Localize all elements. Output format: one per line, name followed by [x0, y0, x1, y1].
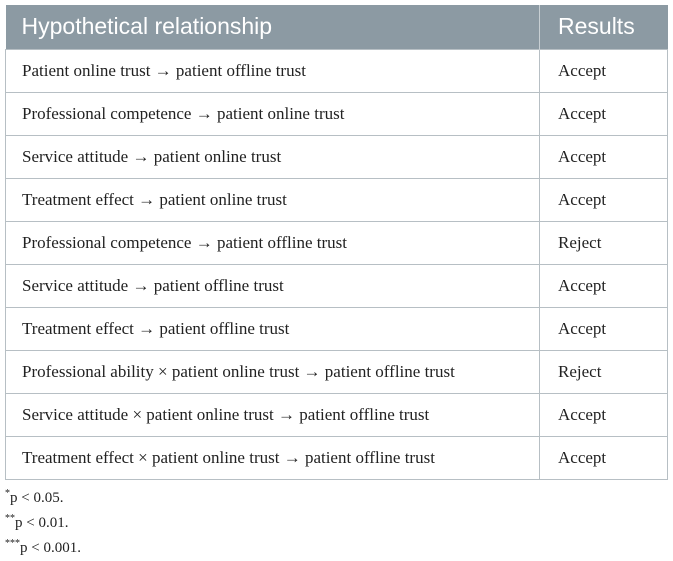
footnote-p001 [5, 511, 81, 536]
table-row [6, 350, 668, 393]
relationship-cell: Professional competence → patient online trust [6, 92, 540, 135]
result-cell: Accept [540, 393, 668, 436]
footnote-text: p < 0.001. [20, 540, 81, 556]
table-row [6, 135, 668, 178]
relationship-cell: Service attitude × patient online trust → patient offline trust [6, 393, 540, 436]
footnote-text: p < 0.01. [15, 515, 69, 531]
table-footnotes [5, 486, 81, 561]
relationship-cell: Service attitude → patient online trust [6, 135, 540, 178]
footnote-mark: *** [5, 538, 20, 549]
header-hypothetical-relationship: Hypothetical relationship [6, 5, 540, 49]
relationship-cell: Service attitude → patient offline trust [6, 264, 540, 307]
table-row [6, 436, 668, 479]
table-row [6, 393, 668, 436]
relationship-cell: Treatment effect → patient offline trust [6, 307, 540, 350]
footnote-text: p < 0.05. [10, 490, 64, 506]
result-cell: Accept [540, 264, 668, 307]
relationship-cell: Professional ability × patient online trust → patient offline trust [6, 350, 540, 393]
table-row [6, 307, 668, 350]
result-cell: Accept [540, 307, 668, 350]
relationship-cell: Professional competence → patient offline trust [6, 221, 540, 264]
footnote-mark: ** [5, 513, 15, 524]
table-row [6, 92, 668, 135]
result-cell: Accept [540, 92, 668, 135]
result-cell: Accept [540, 178, 668, 221]
header-results: Results [540, 5, 668, 49]
result-cell: Accept [540, 436, 668, 479]
hypothesis-results-table [5, 5, 668, 480]
result-cell: Accept [540, 135, 668, 178]
result-cell: Accept [540, 49, 668, 92]
table-row [6, 178, 668, 221]
table-row [6, 49, 668, 92]
results-table-container [5, 5, 667, 480]
footnote-mark: * [5, 488, 10, 499]
result-cell: Reject [540, 221, 668, 264]
table-row [6, 264, 668, 307]
footnote-p0001 [5, 536, 81, 561]
table-header-row [6, 5, 668, 49]
relationship-cell: Treatment effect × patient online trust → patient offline trust [6, 436, 540, 479]
relationship-cell: Treatment effect → patient online trust [6, 178, 540, 221]
relationship-cell: Patient online trust → patient offline trust [6, 49, 540, 92]
result-cell: Reject [540, 350, 668, 393]
footnote-p005 [5, 486, 81, 511]
table-row [6, 221, 668, 264]
